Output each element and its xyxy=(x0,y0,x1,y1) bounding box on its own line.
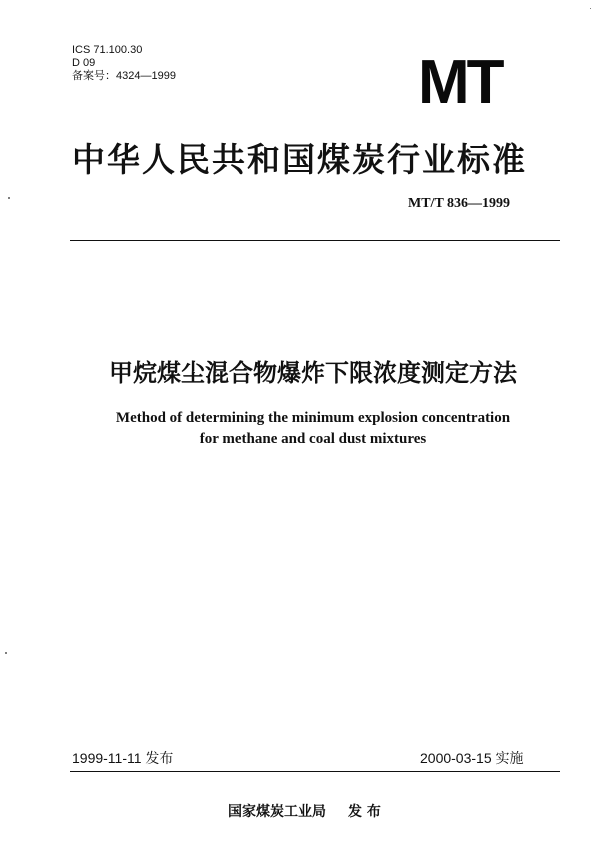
implementation-date: 2000-03-15 实施 xyxy=(420,750,524,766)
english-title-line-1: Method of determining the minimum explosion concentration xyxy=(115,410,511,426)
bottom-divider xyxy=(70,771,560,772)
publisher-line xyxy=(228,803,381,821)
top-divider xyxy=(70,240,560,241)
classification-block xyxy=(72,44,176,83)
issue-date: 1999-11-11 发布 xyxy=(72,750,174,766)
mt-logo: MT xyxy=(418,48,502,117)
class-code: D 09 xyxy=(72,57,96,69)
document-title-chinese: 甲烷煤尘混合物爆炸下限浓度测定方法 xyxy=(109,359,517,387)
ics-code: ICS 71.100.30 xyxy=(72,44,143,56)
publisher-action: 发 布 xyxy=(348,804,381,820)
document-title-english xyxy=(63,408,563,450)
scan-speck xyxy=(8,197,10,199)
standard-number: MT/T 836—1999 xyxy=(408,196,511,211)
english-title-line-2: for methane and coal dust mixtures xyxy=(199,431,427,447)
filing-number: 备案号：4324—1999 xyxy=(72,70,176,82)
standard-title: 中华人民共和国煤炭行业标准 xyxy=(72,140,527,179)
scan-speck xyxy=(5,652,7,654)
scan-speck xyxy=(590,8,591,9)
publisher-name: 国家煤炭工业局 xyxy=(228,804,326,820)
